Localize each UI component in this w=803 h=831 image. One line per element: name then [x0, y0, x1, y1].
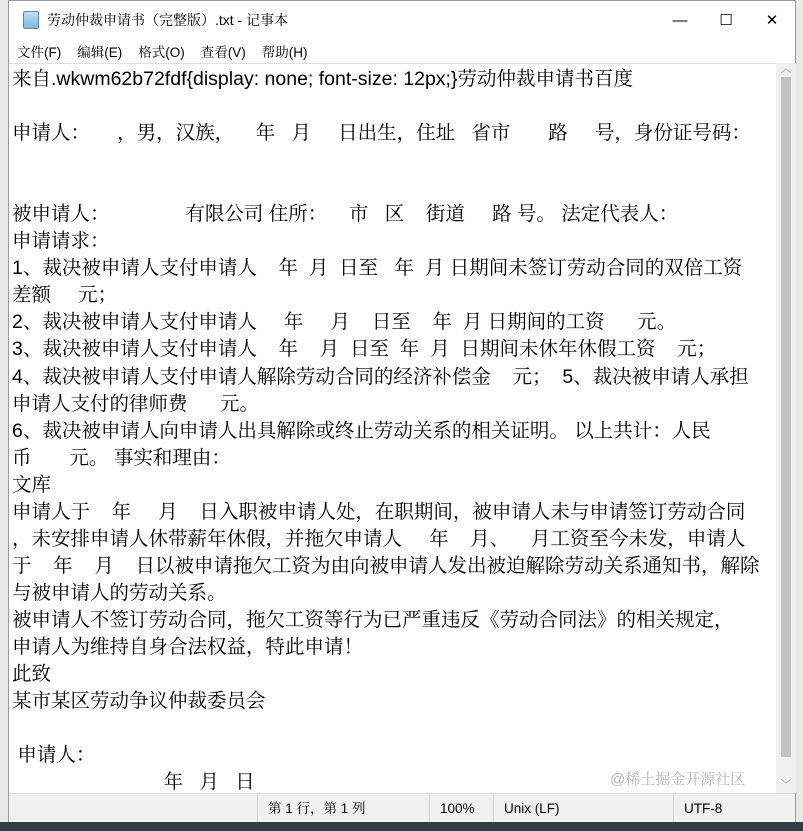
text-line: 与被申请人的劳动关系。	[12, 581, 227, 604]
scrollbar-thumb[interactable]	[781, 77, 791, 757]
menu-help[interactable]: 帮助(H)	[261, 45, 308, 60]
text-line: 3、裁决被申请人支付申请人 年 月 日至 年 月 日期间未休年休假工资 元；	[12, 338, 717, 361]
menu-view[interactable]: 查看(V)	[200, 45, 246, 60]
text-line: 来自.wkwm62b72fdf{display: none; font-size: 12px;}劳动仲裁申请书百度	[12, 68, 633, 90]
text-line: 4、裁决被申请人支付申请人解除劳动合同的经济补偿金 元； 5、裁决被申请人承担	[12, 365, 749, 388]
text-line	[12, 93, 760, 120]
line-ending: Unix (LF)	[493, 794, 673, 823]
text-line: 文库	[12, 473, 52, 496]
menu-file[interactable]: 文件(F)	[17, 45, 62, 60]
text-line: 差额 元；	[12, 284, 118, 307]
text-line: 申请人于 年 月 日入职被申请人处，在职期间，被申请人未与申请签订劳动合同	[12, 500, 746, 523]
text-line: 申请请求：	[12, 230, 110, 253]
vertical-scrollbar[interactable]	[776, 63, 796, 793]
title-bar[interactable]	[9, 1, 795, 39]
zoom-level: 100%	[429, 794, 493, 823]
text-line: 1、裁决被申请人支付申请人 年 月 日至 年 月 日期间未签订劳动合同的双倍工资	[12, 257, 743, 280]
text-line	[12, 174, 760, 201]
notepad-icon	[23, 11, 39, 29]
cursor-position: 第 1 行，第 1 列	[257, 794, 429, 823]
minimize-button[interactable]: —	[672, 11, 688, 29]
notepad-window	[8, 0, 796, 822]
menu-bar	[9, 39, 795, 63]
scroll-down-icon[interactable]: ﹀	[781, 780, 791, 791]
text-line: ，未安排申请人休带薪年休假，并拖欠申请人 年 月、 月工资至今未发，申请人	[12, 527, 746, 550]
scroll-up-icon[interactable]: ︿	[781, 64, 791, 75]
status-bar	[9, 793, 795, 822]
text-line: 币 元。 事实和理由：	[12, 446, 231, 469]
taskbar-edge	[0, 822, 803, 831]
text-line: 申请人支付的律师费 元。	[12, 392, 260, 415]
text-line: 某市某区劳动争议仲裁委员会	[12, 690, 266, 713]
text-line: 申请人： ，男，汉族， 年 月 日出生，住址 省市 路 号，身份证号码：	[12, 122, 751, 145]
window-title: 劳动仲裁申请书（完整版）.txt - 记事本	[47, 12, 289, 28]
text-line: 申请人为维持自身合法权益，特此申请！	[12, 635, 364, 658]
text-line: 此致	[12, 663, 52, 686]
maximize-button[interactable]: ☐	[719, 12, 733, 29]
text-line: 被申请人： 有限公司 住所： 市 区 街道 路 号。 法定代表人：	[12, 203, 679, 226]
text-editor[interactable]	[9, 63, 776, 793]
text-line	[12, 715, 760, 742]
text-line: 申请人：	[12, 744, 96, 767]
watermark: @稀土掘金开源社区	[610, 771, 746, 788]
text-line	[12, 147, 760, 174]
text-line: 于 年 月 日以被申请拖欠工资为由向被申请人发出被迫解除劳动关系通知书，解除	[12, 554, 760, 577]
text-line: 6、裁决被申请人向申请人出具解除或终止劳动关系的相关证明。 以上共计：人民	[12, 419, 711, 442]
text-line: 年 月 日	[12, 771, 255, 793]
document-text[interactable]	[12, 66, 760, 793]
menu-edit[interactable]: 编辑(E)	[77, 45, 123, 60]
menu-format[interactable]: 格式(O)	[138, 45, 185, 60]
close-button[interactable]: ✕	[765, 12, 779, 29]
text-line: 2、裁决被申请人支付申请人 年 月 日至 年 月 日期间的工资 元。	[12, 311, 677, 334]
text-line: 被申请人不签订劳动合同，拖欠工资等行为已严重违反《劳动合同法》的相关规定，	[12, 608, 734, 631]
encoding: UTF-8	[673, 794, 795, 823]
